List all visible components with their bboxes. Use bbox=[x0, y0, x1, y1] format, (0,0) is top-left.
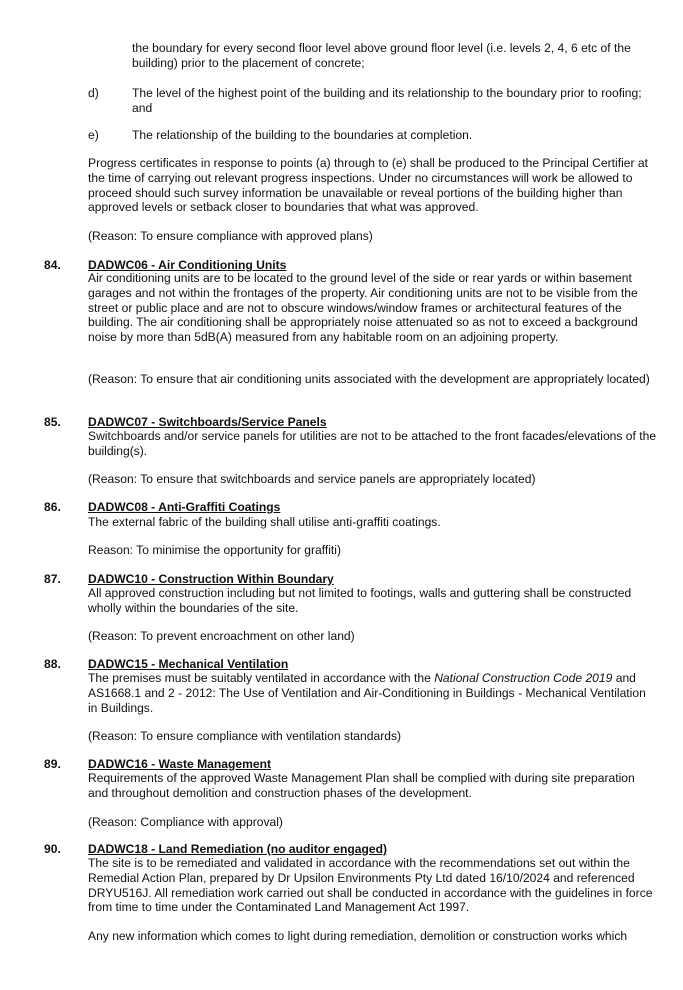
list-item-text: The relationship of the building to the boundaries at completion. bbox=[132, 128, 473, 142]
condition-number: 88. bbox=[44, 657, 61, 671]
condition-text: Switchboards and/or service panels for utilities are not to be attached to the front facades/elevations of the building(s). bbox=[88, 429, 657, 458]
condition-number: 86. bbox=[44, 500, 61, 514]
condition-text: All approved construction including but not limited to footings, walls and guttering shall be constructed wholly within the boundaries of the site. bbox=[88, 586, 632, 615]
condition-heading: DADWC06 - Air Conditioning Units bbox=[88, 258, 287, 272]
list-letter: d) bbox=[88, 86, 99, 100]
list-item-text: The level of the highest point of the building and its relationship to the boundary prior to roofing; and bbox=[132, 86, 642, 115]
reason-text: (Reason: To ensure that switchboards and service panels are appropriately located) bbox=[88, 472, 536, 486]
reason-text: (Reason: Compliance with approval) bbox=[88, 815, 283, 829]
condition-text bbox=[88, 671, 658, 715]
paragraph: Progress certificates in response to points (a) through to (e) shall be produced to the Principal Certifier at the time of carrying out relevant progress inspections. Under no circumstances will work be allowed to proceed should such survey information be unavailable or reveal portions of the building higher than approved levels or setback closer to boundaries that what was approved. bbox=[88, 156, 648, 215]
condition-heading: DADWC08 - Anti-Graffiti Coatings bbox=[88, 500, 281, 514]
condition-number: 85. bbox=[44, 415, 61, 429]
condition-number: 89. bbox=[44, 757, 61, 771]
condition-text: The site is to be remediated and validated in accordance with the recommendations set out within the Remedial Action Plan, prepared by Dr Upsilon Environments Pty Ltd dated 16/10/2024 and referenced DRYU516J. All remediation work carried out shall be conducted in accordance with the guidelines in force from time to time under the Contaminated Land Management Act 1997. bbox=[88, 856, 653, 915]
condition-number: 87. bbox=[44, 572, 61, 586]
condition-heading: DADWC15 - Mechanical Ventilation bbox=[88, 657, 289, 671]
condition-text-part: The premises must be suitably ventilated in accordance with the bbox=[88, 671, 435, 685]
reason-text: (Reason: To ensure compliance with approved plans) bbox=[88, 229, 373, 243]
reason-text: (Reason: To ensure that air conditioning units associated with the development are appropriately located) bbox=[88, 372, 650, 386]
list-letter: e) bbox=[88, 128, 99, 142]
reason-text: (Reason: To ensure compliance with ventilation standards) bbox=[88, 729, 402, 743]
condition-heading: DADWC07 - Switchboards/Service Panels bbox=[88, 415, 327, 429]
condition-text: Requirements of the approved Waste Management Plan shall be complied with during site preparation and throughout demolition and construction phases of the development. bbox=[88, 771, 635, 800]
code-reference: National Construction Code 2019 bbox=[434, 671, 613, 685]
condition-number: 84. bbox=[44, 258, 61, 272]
reason-text: Reason: To minimise the opportunity for graffiti) bbox=[88, 543, 341, 557]
reason-text: (Reason: To prevent encroachment on other land) bbox=[88, 629, 355, 643]
condition-heading: DADWC16 - Waste Management bbox=[88, 757, 272, 771]
condition-text: Any new information which comes to light during remediation, demolition or construction works which bbox=[88, 929, 628, 943]
condition-heading: DADWC18 - Land Remediation (no auditor engaged) bbox=[88, 842, 387, 856]
condition-heading: DADWC10 - Construction Within Boundary bbox=[88, 572, 334, 586]
condition-text: The external fabric of the building shall utilise anti-graffiti coatings. bbox=[88, 515, 441, 529]
condition-text: Air conditioning units are to be located to the ground level of the side or rear yards or within basement garages and not within the frontages of the property. Air conditioning units are not to be visible from the street or public place and are not to obscure windows/window frames or architectural features of the building. The air conditioning shall be appropriately noise attenuated so as not to exceed a background noise by more than 5dB(A) measured from any habitable room on an adjoining property. bbox=[88, 271, 638, 345]
condition-number: 90. bbox=[44, 842, 61, 856]
condition-text-part: and AS1668.1 and 2 - 2012: The Use of Ventilation and Air-Conditioning in Buildings - Mechanical Ventilation in Buildings. bbox=[88, 671, 646, 715]
list-item-continuation: the boundary for every second floor level above ground floor level (i.e. levels 2, 4, 6 etc of the building) prior to the placement of concrete; bbox=[132, 41, 631, 70]
